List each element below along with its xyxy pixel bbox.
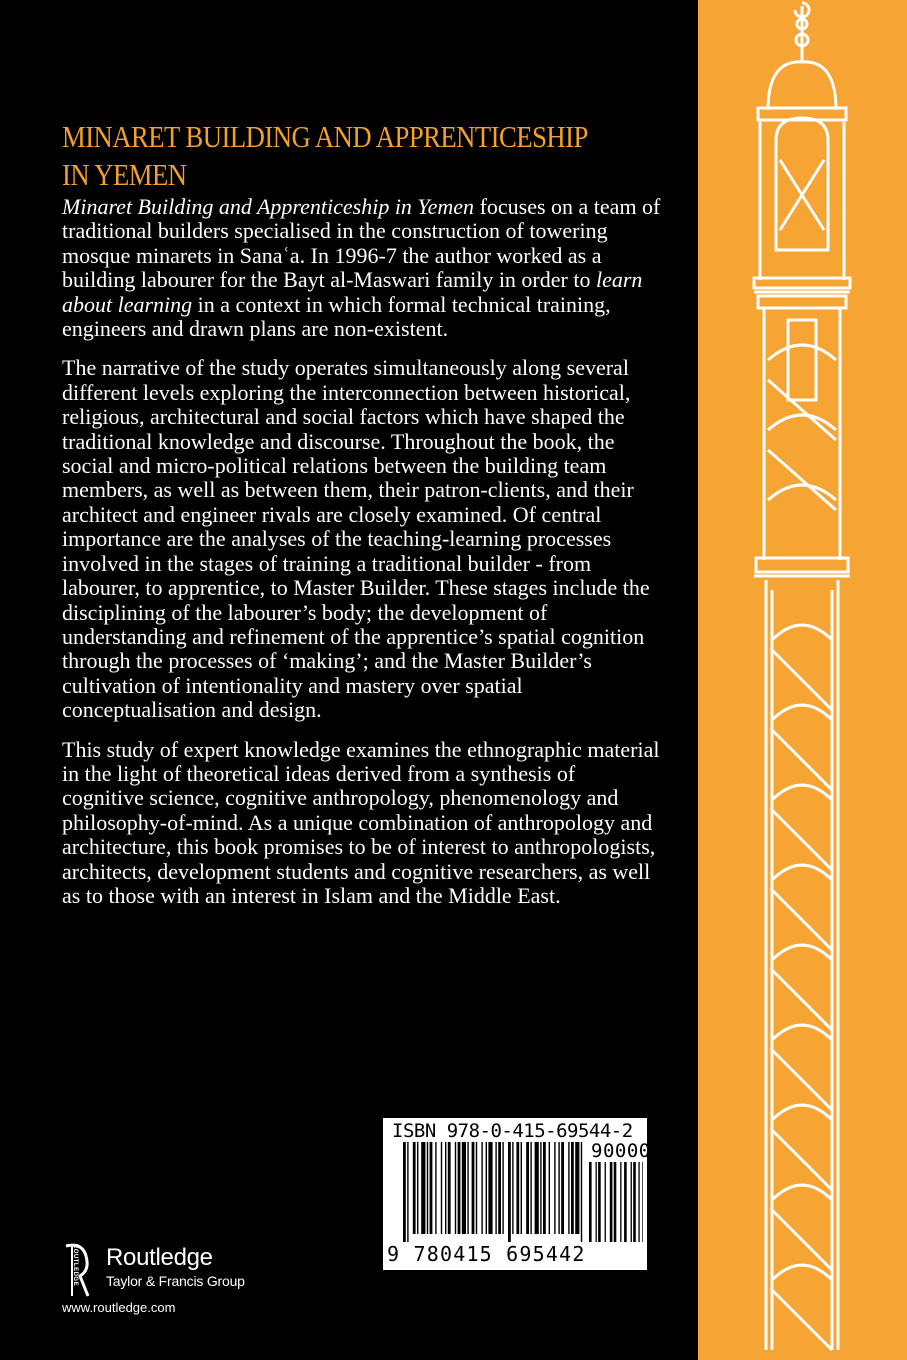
price-barcode-bar — [589, 1162, 592, 1242]
barcode-bar — [476, 1142, 477, 1234]
barcode-bar — [512, 1142, 513, 1234]
blurb-title-italic: Minaret Building and Apprenticeship in Yemen — [62, 194, 475, 219]
publisher-group: Taylor & Francis Group — [106, 1273, 245, 1289]
blurb-paragraph-3: This study of expert knowledge examines the ethnographic material in the light of theoretical ideas derived from a synthesis of cognitive science, cognitive anthropology, phenomenology and philosophy-of-mind. As a unique combination of anthropology and architecture, this book promises to be of interest to anthropologists, architects, development students and cognitive researchers, as well as to those with an interest in Islam and the Middle East. — [62, 736, 660, 908]
price-barcode-bar — [610, 1162, 613, 1242]
barcode-bar — [430, 1142, 433, 1234]
price-barcode-bar — [605, 1162, 606, 1242]
barcode-icon — [403, 1142, 585, 1242]
orange-side-panel — [698, 0, 907, 1360]
barcode-bar — [535, 1142, 539, 1234]
barcode-bar — [543, 1142, 546, 1234]
price-barcode-bar — [642, 1162, 643, 1242]
barcode-bar — [581, 1142, 582, 1242]
barcode-bar — [462, 1142, 466, 1234]
blurb-paragraph-1 — [62, 195, 662, 341]
barcode-bar — [472, 1142, 475, 1234]
barcode-bar — [549, 1142, 550, 1234]
barcode-bar — [417, 1142, 418, 1234]
price-barcode-bar — [596, 1162, 597, 1242]
barcode-bar — [488, 1142, 492, 1234]
barcode-bar — [575, 1142, 579, 1234]
barcode-bar — [427, 1142, 428, 1234]
barcode-bar — [561, 1142, 564, 1234]
barcode-bar — [495, 1142, 496, 1234]
barcode-bar — [521, 1142, 522, 1234]
price-barcode-bar — [624, 1162, 627, 1242]
barcode-bar — [516, 1142, 519, 1234]
publisher-website: www.routledge.com — [62, 1300, 176, 1315]
barcode-bar — [508, 1142, 511, 1242]
price-barcode-icon — [589, 1162, 643, 1242]
price-barcode-bar — [614, 1162, 617, 1242]
barcode-bar — [502, 1142, 503, 1234]
barcode-bar — [481, 1142, 482, 1234]
minaret-illustration-icon — [698, 0, 907, 1360]
price-barcode-bar — [631, 1162, 632, 1242]
barcode-bar — [554, 1142, 555, 1234]
barcode-bar — [486, 1142, 487, 1234]
blurb-p1-text-b: in a context in which formal technical training, engineers and drawn plans are non-existent. — [62, 291, 611, 342]
routledge-logo-icon — [62, 1240, 98, 1300]
blurb-learn-italic: learn about learning — [62, 267, 643, 317]
routledge-vertical-logo-text: ROUTLEDGE — [72, 1243, 79, 1287]
barcode-bar — [445, 1142, 446, 1234]
price-barcode-bar — [633, 1162, 636, 1242]
title-line-2: IN YEMEN — [62, 157, 187, 192]
barcode-bar — [455, 1142, 456, 1234]
barcode-bar — [568, 1142, 569, 1234]
book-title — [62, 118, 595, 194]
blurb-p1-text-a: focuses on a team of traditional builders specialised in the construction of towering mosque minarets in Sanaʿa. In 1996-7 the author worked as a building labourer for the Bayt al-Maswari family in order to — [62, 194, 661, 293]
barcode-bar — [526, 1142, 529, 1234]
publisher-name: Routledge — [106, 1244, 213, 1271]
barcode-bar — [441, 1142, 442, 1234]
blurb — [62, 195, 662, 924]
barcode-bar — [435, 1142, 436, 1234]
barcode-bar — [407, 1142, 408, 1242]
isbn-label: ISBN 978-0-415-69544-2 — [392, 1120, 633, 1142]
isbn-barcode — [382, 1117, 651, 1271]
price-barcode-bar — [598, 1162, 601, 1242]
barcode-bar — [467, 1142, 468, 1234]
barcode-bar — [421, 1142, 425, 1234]
price-barcode-bar — [620, 1162, 621, 1242]
barcode-bar — [413, 1142, 416, 1234]
barcode-bar — [448, 1142, 451, 1234]
barcode-bar — [498, 1142, 501, 1234]
price-code: 90000 — [591, 1140, 651, 1162]
barcode-bar — [530, 1142, 531, 1234]
publisher-block — [62, 1240, 282, 1300]
ean-digits: 9 780415 695442 — [387, 1242, 586, 1266]
title-line-1: MINARET BUILDING AND APPRENTICESHIP — [62, 119, 588, 154]
barcode-bar — [458, 1142, 461, 1234]
barcode-bar — [403, 1142, 406, 1242]
barcode-bar — [540, 1142, 541, 1234]
blurb-paragraph-2: The narrative of the study operates simultaneously along several different levels exploring the interconnection between historical, religious, architectural and social factors which have shaped the traditional knowledge and discourse. Throughout the book, the social and micro-political relations between the building team members, as well as between them, their patron-clients, and their architect and engineer rivals are closely examined. Of central importance are the analyses of the teaching-learning processes involved in the stages of training a traditional builder - from labourer, to apprentice, to Master Builder. These stages include the disciplining of the labourer’s body; the development of understanding and refinement of the apprentice’s spatial cognition through the processes of ‘making’; and the Master Builder’s cultivation of intentionality and mastery over spatial conceptualisation and design. — [62, 355, 650, 723]
barcode-bar — [558, 1142, 559, 1234]
price-barcode-bar — [638, 1162, 639, 1242]
barcode-bar — [571, 1142, 574, 1234]
